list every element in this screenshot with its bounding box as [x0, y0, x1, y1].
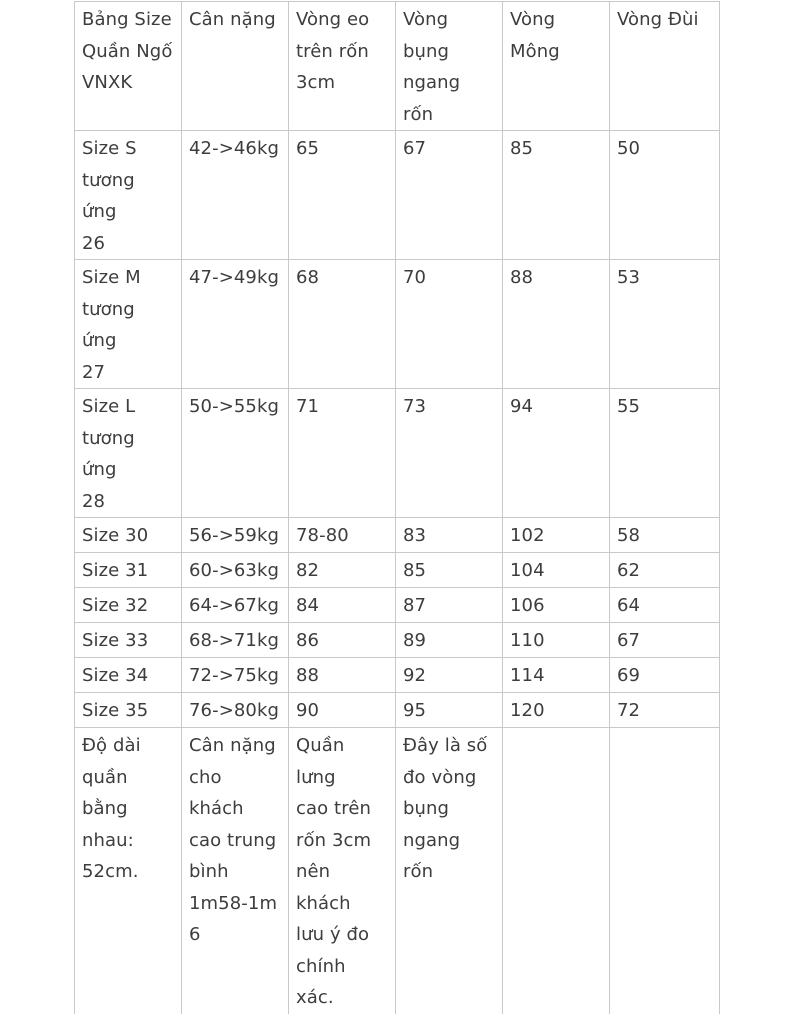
table-cell: 82	[289, 553, 396, 588]
table-cell: 67	[396, 131, 503, 260]
table-cell: 76->80kg	[182, 693, 289, 728]
table-row	[75, 623, 720, 658]
table-cell: 84	[289, 588, 396, 623]
table-cell: 85	[396, 553, 503, 588]
table-cell: Size M tương ứng 27	[75, 260, 182, 389]
table-notes-row	[75, 728, 720, 1014]
table-row	[75, 658, 720, 693]
table-cell: 64->67kg	[182, 588, 289, 623]
header-cell-waist: Vòng eo trên rốn 3cm	[289, 2, 396, 131]
header-cell-thigh: Vòng Đùi	[610, 2, 720, 131]
table-cell: 86	[289, 623, 396, 658]
note-cell-waist: Quần lưng cao trên rốn 3cm nên khách lưu ý đo chính xác.	[289, 728, 396, 1014]
table-cell: 92	[396, 658, 503, 693]
table-cell: 58	[610, 518, 720, 553]
table-cell: 67	[610, 623, 720, 658]
table-cell: 95	[396, 693, 503, 728]
table-cell: 50	[610, 131, 720, 260]
table-cell: 73	[396, 389, 503, 518]
table-cell: 47->49kg	[182, 260, 289, 389]
table-cell: 88	[503, 260, 610, 389]
table-cell: 90	[289, 693, 396, 728]
table-cell: Size 33	[75, 623, 182, 658]
table-cell: 55	[610, 389, 720, 518]
table-cell: 102	[503, 518, 610, 553]
table-cell: 64	[610, 588, 720, 623]
note-cell-belly: Đây là số đo vòng bụng ngang rốn	[396, 728, 503, 1014]
table-cell: Size S tương ứng 26	[75, 131, 182, 260]
table-cell: Size 34	[75, 658, 182, 693]
table-cell: 114	[503, 658, 610, 693]
table-cell: 85	[503, 131, 610, 260]
table-cell: 72->75kg	[182, 658, 289, 693]
table-cell: 50->55kg	[182, 389, 289, 518]
table-row	[75, 693, 720, 728]
table-cell: 106	[503, 588, 610, 623]
note-cell-empty	[610, 728, 720, 1014]
table-cell: 70	[396, 260, 503, 389]
table-cell: 120	[503, 693, 610, 728]
table-cell: 89	[396, 623, 503, 658]
table-cell: 56->59kg	[182, 518, 289, 553]
note-cell-length: Độ dài quần bằng nhau: 52cm.	[75, 728, 182, 1014]
table-cell: 69	[610, 658, 720, 693]
table-cell: Size 35	[75, 693, 182, 728]
table-cell: 68	[289, 260, 396, 389]
header-cell-weight: Cân nặng	[182, 2, 289, 131]
table-row	[75, 553, 720, 588]
table-row	[75, 389, 720, 518]
table-cell: 94	[503, 389, 610, 518]
table-cell: 62	[610, 553, 720, 588]
table-cell: 83	[396, 518, 503, 553]
table-cell: 88	[289, 658, 396, 693]
table-cell: 53	[610, 260, 720, 389]
table-cell: 104	[503, 553, 610, 588]
table-cell: Size 31	[75, 553, 182, 588]
table-cell: 71	[289, 389, 396, 518]
table-cell: Size 30	[75, 518, 182, 553]
table-cell: 65	[289, 131, 396, 260]
table-cell: 60->63kg	[182, 553, 289, 588]
note-cell-empty	[503, 728, 610, 1014]
table-cell: Size L tương ứng 28	[75, 389, 182, 518]
table-row	[75, 260, 720, 389]
table-row	[75, 131, 720, 260]
table-cell: 42->46kg	[182, 131, 289, 260]
table-cell: 110	[503, 623, 610, 658]
table-row	[75, 518, 720, 553]
size-chart-table	[74, 1, 720, 1014]
note-cell-weight: Cân nặng cho khách cao trung bình 1m58-1m 6	[182, 728, 289, 1014]
table-row	[75, 588, 720, 623]
table-cell: 87	[396, 588, 503, 623]
header-cell-belly: Vòng bụng ngang rốn	[396, 2, 503, 131]
table-header-row	[75, 2, 720, 131]
header-cell-hip: Vòng Mông	[503, 2, 610, 131]
table-cell: 68->71kg	[182, 623, 289, 658]
table-cell: 78-80	[289, 518, 396, 553]
table-cell: 72	[610, 693, 720, 728]
table-cell: Size 32	[75, 588, 182, 623]
header-cell-size-chart: Bảng Size Quần Ngố VNXK	[75, 2, 182, 131]
